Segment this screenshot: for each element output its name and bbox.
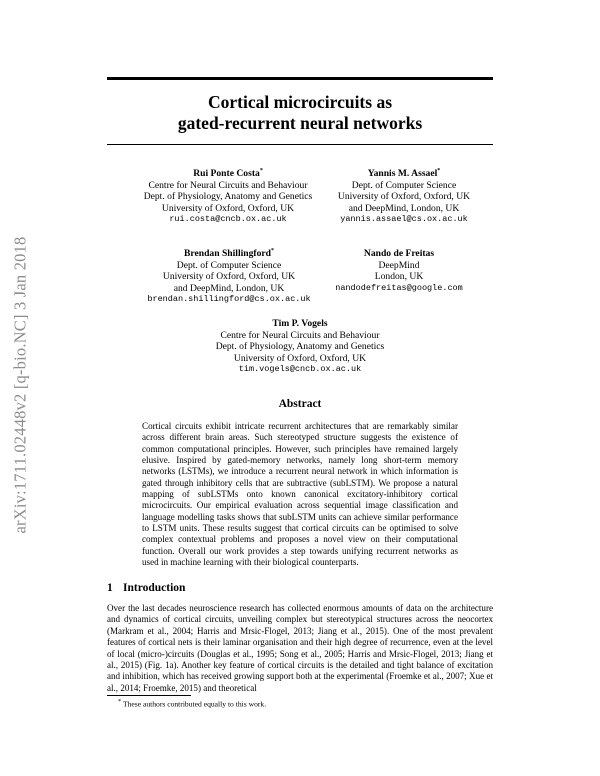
- author-affiliation-line: University of Oxford, Oxford, UK: [161, 202, 295, 214]
- footnote-mark: *: [118, 698, 122, 705]
- author-affiliation-line: and DeepMind, London, UK: [348, 202, 460, 214]
- author-email: nandodefreitas@google.com: [335, 282, 463, 293]
- section-title: Introduction: [123, 582, 186, 594]
- author-block-costa: [140, 166, 316, 226]
- author-affiliation-line: Dept. of Physiology, Anatomy and Genetics: [215, 341, 385, 353]
- author-affiliation-line: Centre for Neural Circuits and Behaviour: [220, 329, 380, 341]
- author-affiliation-line: University of Oxford, Oxford, UK: [162, 271, 296, 283]
- author-affiliation-line: University of Oxford, Oxford, UK: [337, 191, 471, 203]
- arxiv-identifier: [4, 200, 38, 570]
- author-affiliation-line: London, UK: [374, 271, 424, 283]
- title-top-rule: [107, 77, 493, 80]
- arxiv-stamp-text: arXiv:1711.02448v2 [q-bio.NC] 3 Jan 2018: [11, 236, 30, 534]
- title-line-2: gated-recurrent neural networks: [177, 113, 423, 133]
- footnote-rule: [107, 695, 191, 696]
- footnote: [118, 698, 266, 709]
- author-name: Rui Ponte Costa*: [193, 168, 263, 180]
- author-affiliation-line: University of Oxford, Oxford, UK: [233, 352, 367, 364]
- introduction-text: Over the last decades neuroscience research has collected enormous amounts of data on the architecture and dynamics of cortical circuits, unveiling complex but stereotypical structures across the neocortex (Markram et al., 2004; Harris and Mrsic-Flogel, 2013; Jiang et al., 2015). One of the most prevalent features of cortical nets is their laminar organisation and their high degree of recurrence, even at the level of local (micro-)circuits (Douglas et al., 1995; Song et al., 2005; Harris and Mrsic-Flogel, 2013; Jiang et al., 2015) (Fig. 1a). Another key feature of cortical circuits is the detailed and tight balance of excitation and inhibition, which has received growing support both at the experimental (Froemke et al., 2007; Xue et al., 2014; Froemke, 2015) and theoretical: [107, 603, 493, 693]
- author-block-shillingford: [124, 246, 334, 306]
- author-affiliation-line: Dept. of Physiology, Anatomy and Genetics: [143, 191, 313, 203]
- author-affiliation-line: DeepMind: [378, 259, 420, 271]
- footnote-text: These authors contributed equally to this work.: [122, 699, 267, 709]
- author-email: tim.vogels@cncb.ox.ac.uk: [238, 364, 362, 375]
- author-block-de-freitas: [318, 246, 480, 294]
- author-name: Tim P. Vogels: [272, 318, 328, 330]
- author-block-assael: [332, 166, 476, 226]
- author-email: brendan.shillingford@cs.ox.ac.uk: [147, 294, 311, 305]
- abstract-heading: Abstract: [278, 398, 322, 410]
- abstract-text: Cortical circuits exhibit intricate recurrent architectures that are remarkably similar across different brain areas. Such stereotyped structure suggests the existence of common computational principles. However, such principles have remained largely elusive. Inspired by gated-memory networks, namely long short-term memory networks (LSTMs), we introduce a recurrent neural network in which information is gated through inhibitory cells that are subtractive (subLSTM). We propose a natural mapping of subLSTMs onto known canonical excitatory-inhibitory cortical microcircuits. Our empirical evaluation across sequential image classification and language modelling tasks shows that subLSTM units can achieve similar performance to LSTM units. These results suggest that cortical circuits can be optimised to solve complex contextual problems and proposes a novel view on their computational function. Overall our work provides a step towards unifying recurrent networks as used in machine learning with their biological counterparts.: [142, 421, 458, 568]
- author-block-vogels: [190, 316, 410, 376]
- author-name: Brendan Shillingford*: [184, 248, 274, 260]
- section-number: 1: [107, 582, 113, 594]
- author-affiliation-line: and DeepMind, London, UK: [173, 282, 285, 294]
- author-name: Yannis M. Assael*: [367, 168, 441, 180]
- author-affiliation-line: Dept. of Computer Science: [176, 259, 282, 271]
- section-heading: [107, 582, 185, 594]
- author-affiliation-line: Centre for Neural Circuits and Behaviour: [148, 179, 308, 191]
- author-affiliation-line: Dept. of Computer Science: [351, 179, 457, 191]
- author-email: rui.costa@cncb.ox.ac.uk: [169, 214, 287, 225]
- author-email: yannis.assael@cs.ox.ac.uk: [340, 214, 468, 225]
- paper-title: [107, 92, 493, 134]
- title-bottom-rule: [107, 144, 493, 145]
- title-line-1: Cortical microcircuits as: [207, 92, 393, 112]
- author-name: Nando de Freitas: [363, 248, 435, 260]
